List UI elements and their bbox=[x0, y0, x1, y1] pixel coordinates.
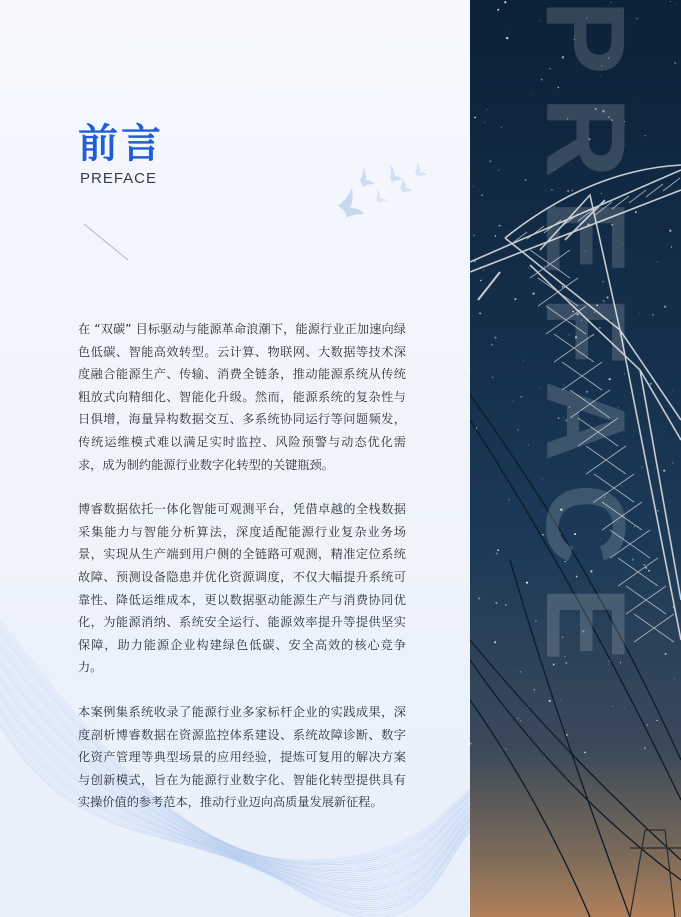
preface-body bbox=[78, 318, 406, 836]
paragraph: 在 “双碳” 目标驱动与能源革命浪潮下，能源行业正加速向绿色低碳、智能高效转型。云计算、物联网、大数据等技术深度融合能源生产、传输、消费全链条，推动能源系统从传统粗放式向精细化、智能化升级。然而，能源系统的复杂性与日俱增，海量异构数据交互、多系统协同运行等问题频发，传统运维模式难以满足实时监控、风险预警与动态优化需求，成为制约能源行业数字化转型的关键瓶颈。 bbox=[78, 322, 406, 472]
transmission-tower-photo bbox=[470, 0, 681, 917]
divider-slash bbox=[82, 222, 132, 262]
paragraph: 博睿数据依托一体化智能可观测平台，凭借卓越的全栈数据采集能力与智能分析算法，深度适配能源行业复杂业务场景，实现从生产端到用户侧的全链路可观测，精准定位系统故障、预测设备隐患并优化资源调度，不仅大幅提升系统可靠性、降低运维成本，更以数据驱动能源生产与消费协同优化，为能源消纳、系统安全运行、能源效率提升等提供坚实保障，助力能源企业构建绿色低碳、安全高效的核心竞争力。 bbox=[78, 502, 406, 675]
preface-watermark: PREFACE bbox=[523, 0, 648, 683]
page-subtitle: PREFACE bbox=[80, 170, 158, 187]
birds-icon bbox=[330, 158, 440, 233]
page-title: 前言 bbox=[78, 121, 164, 167]
paragraph: 本案例集系统收录了能源行业多家标杆企业的实践成果，深度剖析博睿数据在资源监控体系建设、系统故障诊断、数字化资产管理等典型场景的应用经验，提炼可复用的解决方案与创新模式，旨在为能源行业数字化、智能化转型提供具有实操价值的参考范本，推动行业迈向高质量发展新征程。 bbox=[78, 704, 406, 810]
